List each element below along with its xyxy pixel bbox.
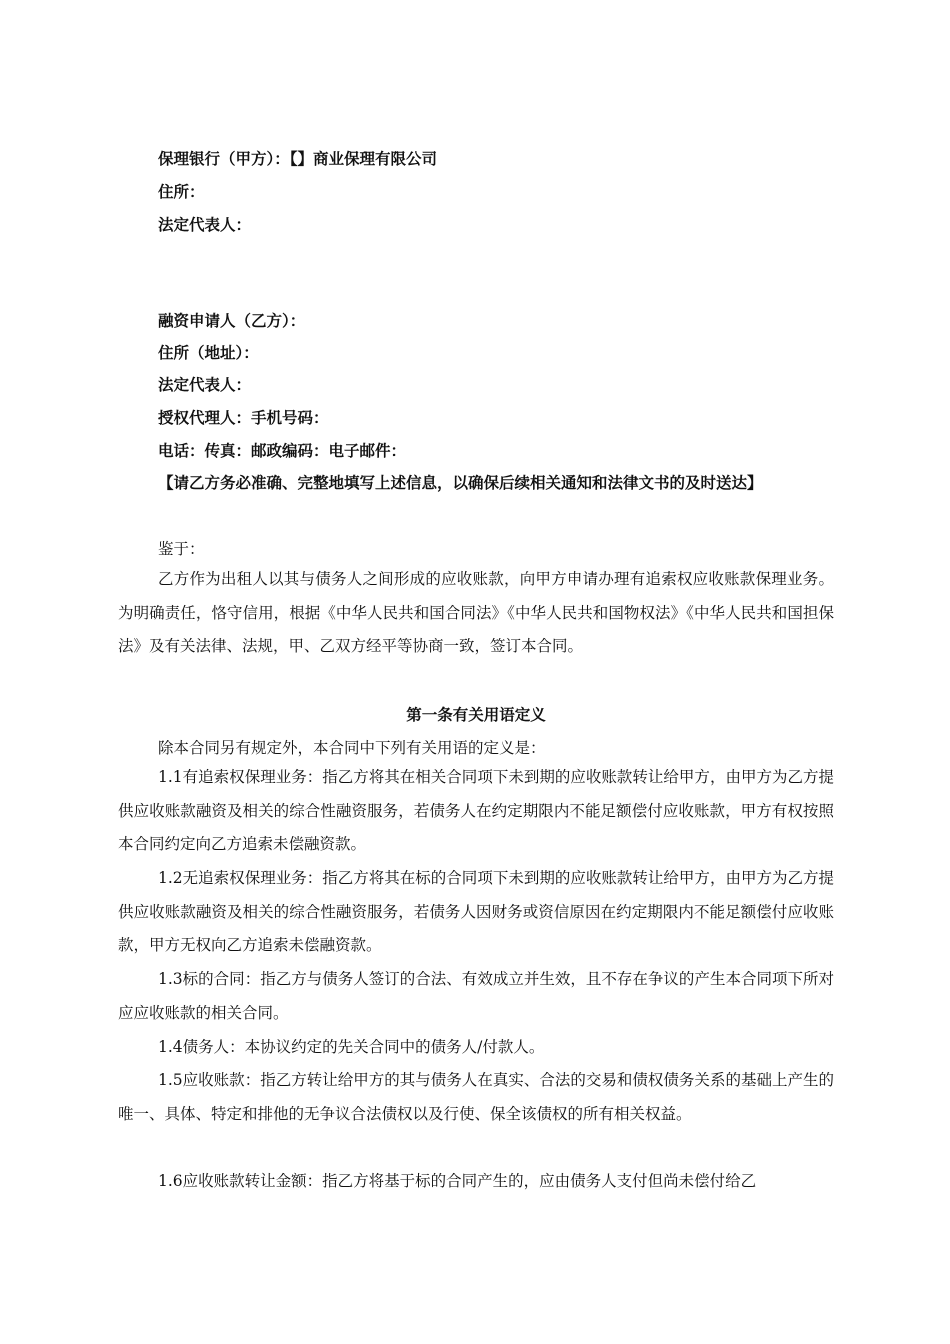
article-1-title: 第一条有关用语定义 (406, 706, 546, 724)
party-a-legal-rep: 法定代表人： (158, 216, 252, 234)
definition-item: 1.2无追索权保理业务：指乙方将其在标的合同项下未到期的应收账款转让给甲方，由甲方为乙方提供应收账款融资及相关的综合性融资服务，若债务人因财务或资信原因在约定期限内不能足额偿付应收账款，甲方无权向乙方追索未偿融资款。 (118, 869, 834, 955)
party-a-address: 住所： (158, 183, 205, 201)
definition-item: 1.4债务人：本协议约定的先关合同中的债务人/付款人。 (158, 1038, 545, 1056)
article-1-intro: 除本合同另有规定外，本合同中下列有关用语的定义是： (158, 739, 546, 757)
definition-item: 1.6应收账款转让金额：指乙方将基于标的合同产生的，应由债务人支付但尚未偿付给乙 (158, 1172, 757, 1190)
party-b-legal-rep: 法定代表人： (158, 376, 252, 394)
party-b-notice: 【请乙方务必准确、完整地填写上述信息，以确保后续相关通知和法律文书的及时送达】 (158, 474, 763, 492)
whereas-body: 乙方作为出租人以其与债务人之间形成的应收账款，向甲方申请办理有追索权应收账款保理业务。为明确责任，恪守信用，根据《中华人民共和国合同法》《中华人民共和国物权法》《中华人民共和国担保法》及有关法律、法规，甲、乙双方经平等协商一致，签订本合同。 (118, 570, 834, 656)
party-a-bank: 保理银行（甲方）：【】商业保理有限公司 (158, 150, 438, 168)
whereas-label: 鉴于： (158, 540, 205, 558)
definition-item: 1.3标的合同：指乙方与债务人签订的合法、有效成立并生效，且不存在争议的产生本合同项下所对应应收账款的相关合同。 (118, 970, 834, 1022)
party-b-contacts: 电话：传真：邮政编码：电子邮件： (158, 442, 407, 460)
party-b-applicant: 融资申请人（乙方）： (158, 312, 306, 330)
definition-item: 1.5应收账款：指乙方转让给甲方的其与债务人在真实、合法的交易和债权债务关系的基础上产生的唯一、具体、特定和排他的无争议合法债权以及行使、保全该债权的所有相关权益。 (118, 1071, 834, 1123)
definition-item: 1.1有追索权保理业务：指乙方将其在相关合同项下未到期的应收账款转让给甲方，由甲方为乙方提供应收账款融资及相关的综合性融资服务，若债务人在约定期限内不能足额偿付应收账款，甲方有权按照本合同约定向乙方追索未偿融资款。 (118, 768, 834, 854)
party-b-agent: 授权代理人：手机号码： (158, 409, 329, 427)
party-b-address: 住所（地址）： (158, 344, 259, 362)
